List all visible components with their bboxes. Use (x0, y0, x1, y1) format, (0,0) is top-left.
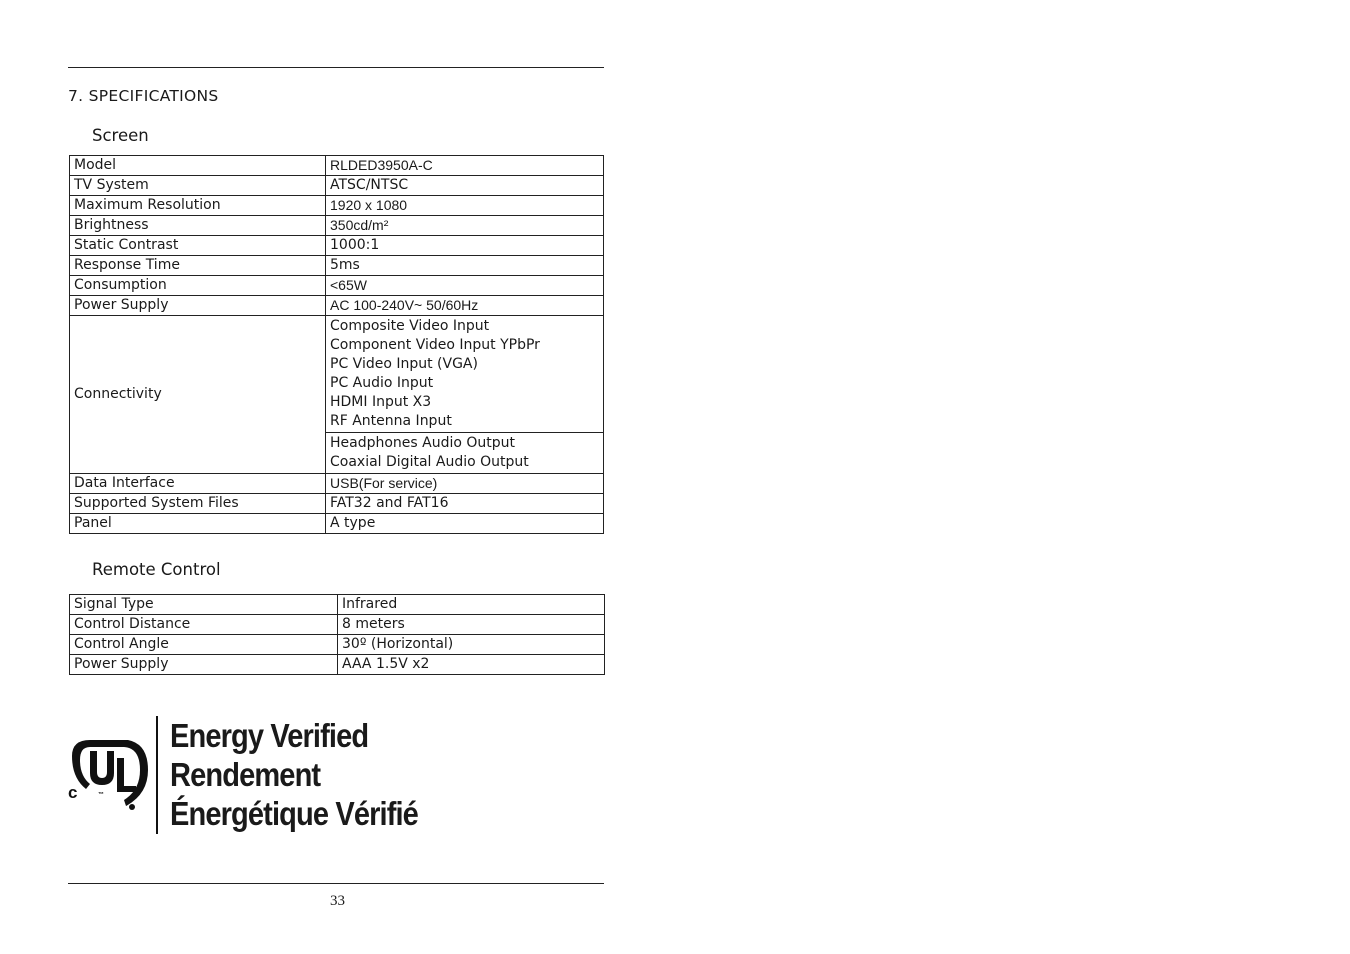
logo-line: Énergétique Vérifié (170, 795, 418, 832)
spec-value: Infrared (338, 595, 605, 615)
spec-value: 1920 x 1080 (326, 196, 604, 216)
table-row (70, 655, 605, 675)
list-item: RF Antenna Input (330, 413, 452, 429)
spec-label: Power Supply (70, 655, 338, 675)
spec-label: Brightness (70, 216, 326, 236)
list-item: Composite Video Input (330, 318, 490, 334)
spec-value: A type (326, 514, 604, 534)
table-row (70, 196, 604, 216)
spec-value: 350cd/m² (326, 216, 604, 236)
spec-value: 5ms (326, 256, 604, 276)
spec-label: Signal Type (70, 595, 338, 615)
spec-value: 30º (Horizontal) (338, 635, 605, 655)
spec-value: FAT32 and FAT16 (326, 494, 604, 514)
logo-line: Rendement (170, 756, 321, 793)
list-item: Headphones Audio Output (330, 435, 516, 451)
table-row (70, 474, 604, 494)
list-item: Coaxial Digital Audio Output (330, 454, 529, 470)
ul-energy-verified-mark-icon (68, 736, 152, 812)
spec-value: 8 meters (338, 615, 605, 635)
spec-label: Response Time (70, 256, 326, 276)
table-row (70, 216, 604, 236)
spec-label: Panel (70, 514, 326, 534)
table-row (70, 635, 605, 655)
spec-value: RLDED3950A-C (326, 156, 604, 176)
svg-text:c: c (68, 783, 78, 802)
section-title: 7. SPECIFICATIONS (68, 87, 219, 105)
table-row (70, 494, 604, 514)
remote-spec-table (69, 594, 605, 675)
screen-spec-table (69, 155, 604, 534)
spec-value: AAA 1.5V x2 (338, 655, 605, 675)
table-row (70, 176, 604, 196)
spec-value: 1000:1 (326, 236, 604, 256)
spec-label: Maximum Resolution (70, 196, 326, 216)
spec-value: AC 100-240V~ 50/60Hz (326, 296, 604, 316)
spec-value: USB(For service) (326, 474, 604, 494)
spec-label: Connectivity (70, 316, 326, 474)
spec-label: Data Interface (70, 474, 326, 494)
table-row (70, 256, 604, 276)
remote-control-heading: Remote Control (92, 560, 221, 579)
table-row (70, 514, 604, 534)
table-row (70, 276, 604, 296)
spec-label: Model (70, 156, 326, 176)
spec-label: Control Angle (70, 635, 338, 655)
spec-label: Power Supply (70, 296, 326, 316)
spec-label: Static Contrast (70, 236, 326, 256)
logo-text (170, 716, 418, 833)
spec-label: Control Distance (70, 615, 338, 635)
spec-value: ATSC/NTSC (326, 176, 604, 196)
screen-heading: Screen (92, 126, 149, 145)
spec-label: Supported System Files (70, 494, 326, 514)
logo-divider (156, 716, 158, 834)
spec-value: <65W (326, 276, 604, 296)
logo-line: Energy Verified (170, 717, 369, 754)
list-item: HDMI Input X3 (330, 394, 432, 410)
list-item: PC Audio Input (330, 375, 434, 391)
table-row (70, 615, 605, 635)
top-rule (68, 67, 604, 68)
list-item: Component Video Input YPbPr (330, 337, 540, 353)
table-row (70, 296, 604, 316)
table-row (70, 236, 604, 256)
list-item: PC Video Input (VGA) (330, 356, 478, 372)
svg-text:™: ™ (98, 792, 104, 798)
spec-label: TV System (70, 176, 326, 196)
connectivity-outputs (326, 433, 604, 474)
spec-label: Consumption (70, 276, 326, 296)
bottom-rule (68, 883, 604, 884)
table-row (70, 156, 604, 176)
page-number: 33 (330, 893, 345, 909)
table-row (70, 316, 604, 433)
connectivity-inputs (326, 316, 604, 433)
table-row (70, 595, 605, 615)
